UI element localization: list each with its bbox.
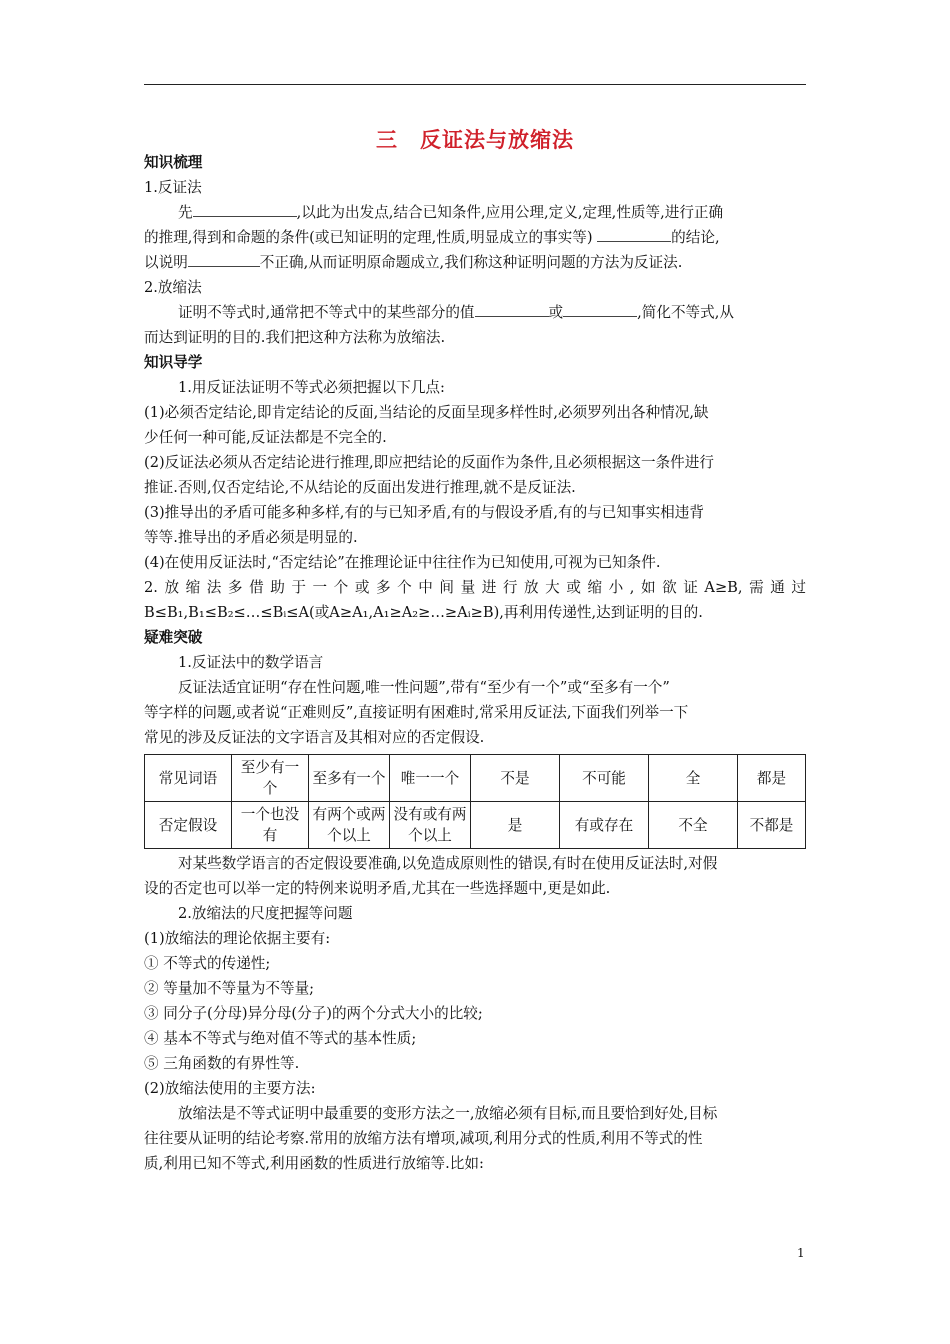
section-heading-knowledge-guide: 知识导学 [144, 354, 203, 371]
table-cell: 否定假设 [145, 802, 232, 849]
paragraph-line: 1.用反证法证明不等式必须把握以下几点: [178, 379, 445, 396]
paragraph-line: (4)在使用反证法时,“否定结论”在推理论证中往往作为已知使用,可视为已知条件. [144, 554, 661, 571]
paragraph-line: 推证.否则,仅否定结论,不从结论的反面出发进行推理,就不是反证法. [144, 479, 576, 496]
table-cell: 不都是 [738, 802, 806, 849]
paragraph-line: 以说明 不正确,从而证明原命题成立,我们称这种证明问题的方法为反证法. [144, 250, 806, 275]
list-item: ① 不等式的传递性; [144, 955, 271, 972]
paragraph-line: 而达到证明的目的.我们把这种方法称为放缩法. [144, 329, 446, 346]
list-item: ④ 基本不等式与绝对值不等式的基本性质; [144, 1030, 417, 1047]
paragraph-line: 常见的涉及反证法的文字语言及其相对应的否定假设. [144, 729, 485, 746]
table-cell: 是 [471, 802, 560, 849]
fill-blank [597, 225, 671, 242]
paragraph-line: (1)放缩法的理论依据主要有: [144, 930, 331, 947]
paragraph-line: 反证法适宜证明“存在性问题,唯一性问题”,带有“至少有一个”或“至多有一个” [178, 679, 670, 696]
table-cell: 不可能 [560, 755, 649, 802]
negation-table [144, 754, 806, 849]
fill-blank [188, 250, 260, 267]
subheading-proof-by-contradiction: 1.反证法 [144, 179, 202, 196]
table-row [145, 802, 806, 849]
table-cell: 一个也没有 [232, 802, 309, 849]
section-heading-knowledge-review: 知识梳理 [144, 154, 203, 171]
table-row [145, 755, 806, 802]
list-item: ③ 同分子(分母)异分母(分子)的两个分式大小的比较; [144, 1005, 483, 1022]
list-item: ② 等量加不等量为不等量; [144, 980, 315, 997]
table-cell: 有两个或两个以上 [309, 802, 390, 849]
table-cell: 唯一一个 [390, 755, 471, 802]
paragraph-line: (3)推导出的矛盾可能多种多样,有的与已知矛盾,有的与假设矛盾,有的与已知事实相违背 [144, 504, 704, 521]
paragraph-line: 等等.推导出的矛盾必须是明显的. [144, 529, 358, 546]
paragraph-line: 等字样的问题,或者说“正难则反”,直接证明有困难时,常采用反证法,下面我们列举一下 [144, 704, 689, 721]
page-number: 1 [797, 1246, 805, 1260]
paragraph-line: 证明不等式时,通常把不等式中的某些部分的值 或 ,简化不等式,从 [144, 300, 806, 325]
paragraph-line: (2)反证法必须从否定结论进行推理,即应把结论的反面作为条件,且必须根据这一条件进行 [144, 454, 714, 471]
table-cell: 至少有一个 [232, 755, 309, 802]
fill-blank [563, 300, 637, 317]
paragraph-line: 2.放缩法多借助于一个或多个中间量进行放大或缩小,如欲证A≥B,需通过 [144, 579, 806, 596]
paragraph-line: 1.反证法中的数学语言 [178, 654, 324, 671]
table-cell: 没有或有两个以上 [390, 802, 471, 849]
list-item: ⑤ 三角函数的有界性等. [144, 1055, 300, 1072]
paragraph-line: 往往要从证明的结论考察.常用的放缩方法有增项,减项,利用分式的性质,利用不等式的性 [144, 1130, 703, 1147]
page-title: 三 反证法与放缩法 [376, 128, 574, 152]
paragraph-line: 质,利用已知不等式,利用函数的性质进行放缩等.比如: [144, 1155, 484, 1172]
paragraph-line: (2)放缩法使用的主要方法: [144, 1080, 316, 1097]
table-cell: 不全 [649, 802, 738, 849]
paragraph-line: 设的否定也可以举一定的特例来说明矛盾,尤其在一些选择题中,更是如此. [144, 880, 611, 897]
fill-blank [193, 200, 297, 217]
paragraph-line: B≤B₁,B₁≤B₂≤…≤Bᵢ≤A(或A≥A₁,A₁≥A₂≥…≥Aᵢ≥B),再利用传递性,达到证明的目的. [144, 604, 703, 621]
fill-blank [475, 300, 549, 317]
table-cell: 全 [649, 755, 738, 802]
paragraph-line: 先 ,以此为出发点,结合已知条件,应用公理,定义,定理,性质等,进行正确 [144, 200, 806, 225]
header-rule [144, 84, 806, 85]
document-body [144, 150, 806, 1176]
paragraph-line: 对某些数学语言的否定假设要准确,以免造成原则性的错误,有时在使用反证法时,对假 [178, 855, 718, 872]
subheading-scaling-method: 2.放缩法 [144, 279, 202, 296]
paragraph-line: (1)必须否定结论,即肯定结论的反面,当结论的反面呈现多样性时,必须罗列出各种情况,缺 [144, 404, 709, 421]
paragraph-line: 少任何一种可能,反证法都是不完全的. [144, 429, 387, 446]
paragraph-line: 放缩法是不等式证明中最重要的变形方法之一,放缩必须有目标,而且要恰到好处,目标 [178, 1105, 718, 1122]
paragraph-line: 2.放缩法的尺度把握等问题 [178, 905, 353, 922]
table-cell: 都是 [738, 755, 806, 802]
table-cell: 至多有一个 [309, 755, 390, 802]
section-heading-difficulty-breakthrough: 疑难突破 [144, 629, 203, 646]
table-cell: 不是 [471, 755, 560, 802]
table-cell: 常见词语 [145, 755, 232, 802]
paragraph-line: 的推理,得到和命题的条件(或已知证明的定理,性质,明显成立的事实等) 的结论, [144, 225, 806, 250]
table-cell: 有或存在 [560, 802, 649, 849]
